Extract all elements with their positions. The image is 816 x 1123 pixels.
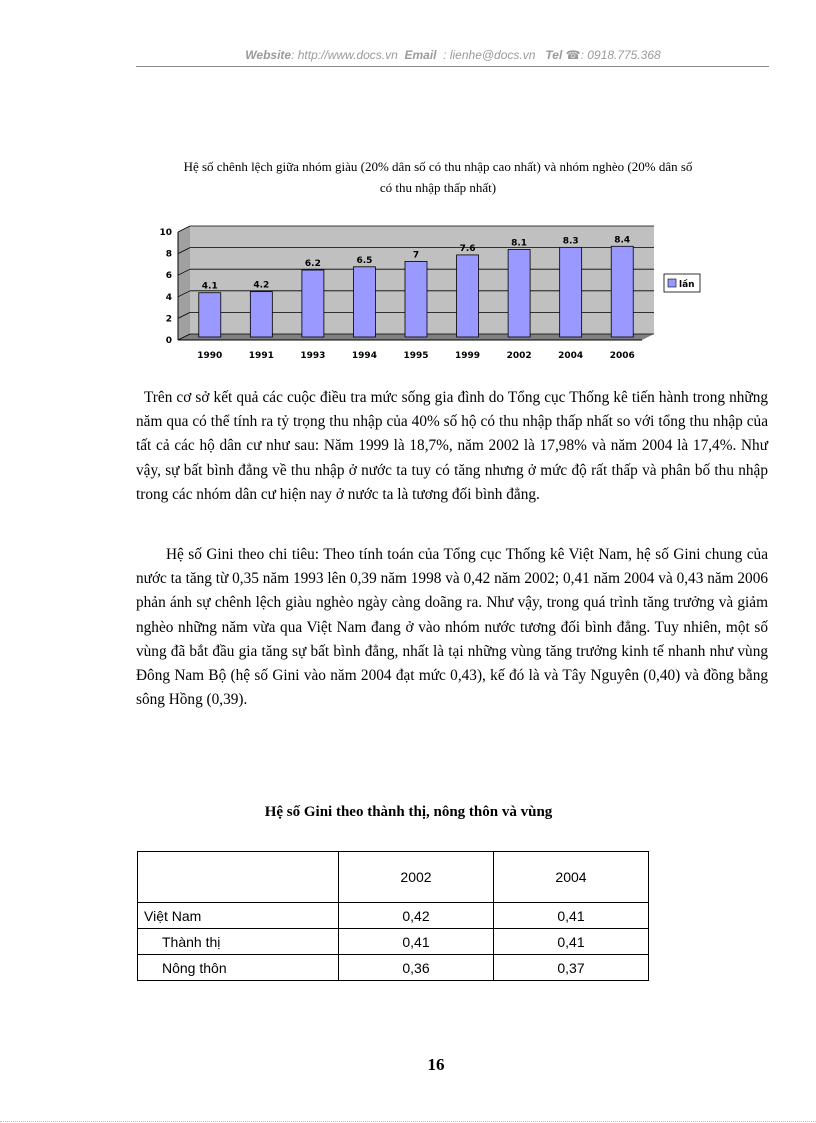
table-row — [138, 929, 649, 955]
paragraph-income-share: Trên cơ sở kết quả các cuộc điều tra mức sống gia đình do Tổng cục Thống kê tiến hành trong những năm qua có thể tính ra tỷ trọng thu nhập của 40% số hộ có thu nhập thấp nhất so với tổng thu nhập của tất cả các hộ dân cư như sau: Năm 1999 là 18,7%, năm 2002 là 17,98% và năm 2004 là 17,4%. Như vậy, sự bất bình đẳng về thu nhập ở nước ta tuy có tăng nhưng ở mức độ rất thấp và phân bố thu nhập trong các nhóm dân cư hiện nay ở nước ta là tương đối bình đẳng. — [136, 389, 768, 503]
x-tick-label: 2006 — [609, 351, 635, 361]
data-label: 8.1 — [511, 238, 528, 249]
paragraph-gini: Hệ số Gini theo chi tiêu: Theo tính toán của Tổng cục Thống kê Việt Nam, hệ số Gini chung của nước ta tăng từ 0,35 năm 1993 lên 0,39 năm 1998 và 0,42 năm 2002; 0,41 năm 2004 và 0,43 năm 2006 phản ánh sự chênh lệch giàu nghèo ngày càng doãng ra. Như vậy, trong quá trình tăng trưởng và giảm nghèo những năm vừa qua Việt Nam đang ở vào nhóm nước tương đối bình đẳng. Tuy nhiên, một số vùng đã bắt đầu gia tăng sự bất bình đẳng, nhất là tại những vùng tăng trưởng kinh tế nhanh như vùng Đông Nam Bộ (hệ số Gini vào năm 2004 đạt mức 0,43), kế đó là và Tây Nguyên (0,40) và đồng bằng sông Hồng (0,39). — [136, 546, 768, 709]
table-header-cell — [138, 852, 339, 903]
page-header — [0, 48, 816, 62]
bar — [199, 293, 221, 337]
table-cell: 0,36 — [339, 955, 494, 981]
table-row-label: Nông thôn — [138, 955, 339, 981]
y-tick-label: 10 — [159, 228, 172, 238]
table-cell: 0,41 — [339, 929, 494, 955]
bar — [611, 246, 633, 337]
legend-swatch — [668, 279, 676, 287]
bar — [560, 247, 582, 337]
website-value[interactable]: : http://www.docs.vn — [291, 48, 398, 62]
header-divider — [136, 66, 769, 67]
table-cell: 0,41 — [494, 903, 649, 929]
email-label: Email — [404, 48, 437, 62]
bar-chart — [150, 212, 710, 364]
table-header-cell: 2004 — [494, 852, 649, 903]
table-title: Hệ số Gini theo thành thị, nông thôn và vùng — [264, 804, 553, 820]
data-label: 4.1 — [201, 281, 218, 292]
table-row-label: Thành thị — [138, 929, 339, 955]
website-label: Website — [245, 48, 292, 62]
x-tick-label: 2004 — [558, 351, 584, 361]
table-row — [138, 903, 649, 929]
data-label: 8.3 — [562, 236, 579, 247]
data-label: 8.4 — [614, 235, 631, 246]
bar — [353, 267, 375, 337]
tel-value: : 0918.775.368 — [580, 48, 661, 62]
y-tick-label: 0 — [165, 336, 172, 346]
page-number: 16 — [427, 1055, 445, 1074]
bar — [250, 292, 272, 337]
table-cell: 0,37 — [494, 955, 649, 981]
table-row-label: Việt Nam — [138, 903, 339, 929]
table-header-row — [138, 852, 649, 903]
x-tick-label: 2002 — [506, 351, 532, 361]
bar — [508, 250, 530, 337]
table-header-cell: 2002 — [339, 852, 494, 903]
x-tick-label: 1995 — [403, 351, 429, 361]
x-tick-label: 1999 — [455, 351, 481, 361]
chart-title — [130, 156, 746, 198]
x-tick-label: 1990 — [197, 351, 223, 361]
y-tick-label: 8 — [165, 249, 172, 260]
x-tick-label: 1991 — [248, 351, 274, 361]
table-cell: 0,41 — [494, 929, 649, 955]
table-cell: 0,42 — [339, 903, 494, 929]
phone-icon: ☎ — [565, 48, 581, 62]
x-tick-label: 1994 — [351, 351, 377, 361]
chart-title-line-2: có thu nhập thấp nhất) — [379, 180, 497, 195]
y-tick-label: 6 — [165, 271, 172, 282]
bar — [302, 270, 324, 337]
y-tick-label: 4 — [165, 292, 172, 303]
x-tick-label: 1993 — [300, 351, 326, 361]
footer-divider — [0, 1121, 816, 1122]
data-label: 7 — [412, 250, 420, 261]
gini-table — [137, 851, 649, 981]
data-label: 6.2 — [304, 259, 321, 270]
tel-label: Tel — [545, 48, 563, 62]
data-label: 7.6 — [459, 243, 476, 254]
chart-title-line-1: Hệ số chênh lệch giữa nhóm giàu (20% dân số có thu nhập cao nhất) và nhóm nghèo (20% dân số — [183, 159, 693, 174]
data-label: 6.5 — [356, 255, 373, 266]
y-tick-label: 2 — [165, 314, 172, 325]
legend-label: lần — [679, 280, 695, 290]
table-row — [138, 955, 649, 981]
data-label: 4.2 — [253, 280, 270, 291]
chart-side-wall — [178, 226, 190, 340]
bar — [457, 255, 479, 337]
email-value[interactable]: : lienhe@docs.vn — [443, 48, 536, 62]
bar — [405, 261, 427, 337]
